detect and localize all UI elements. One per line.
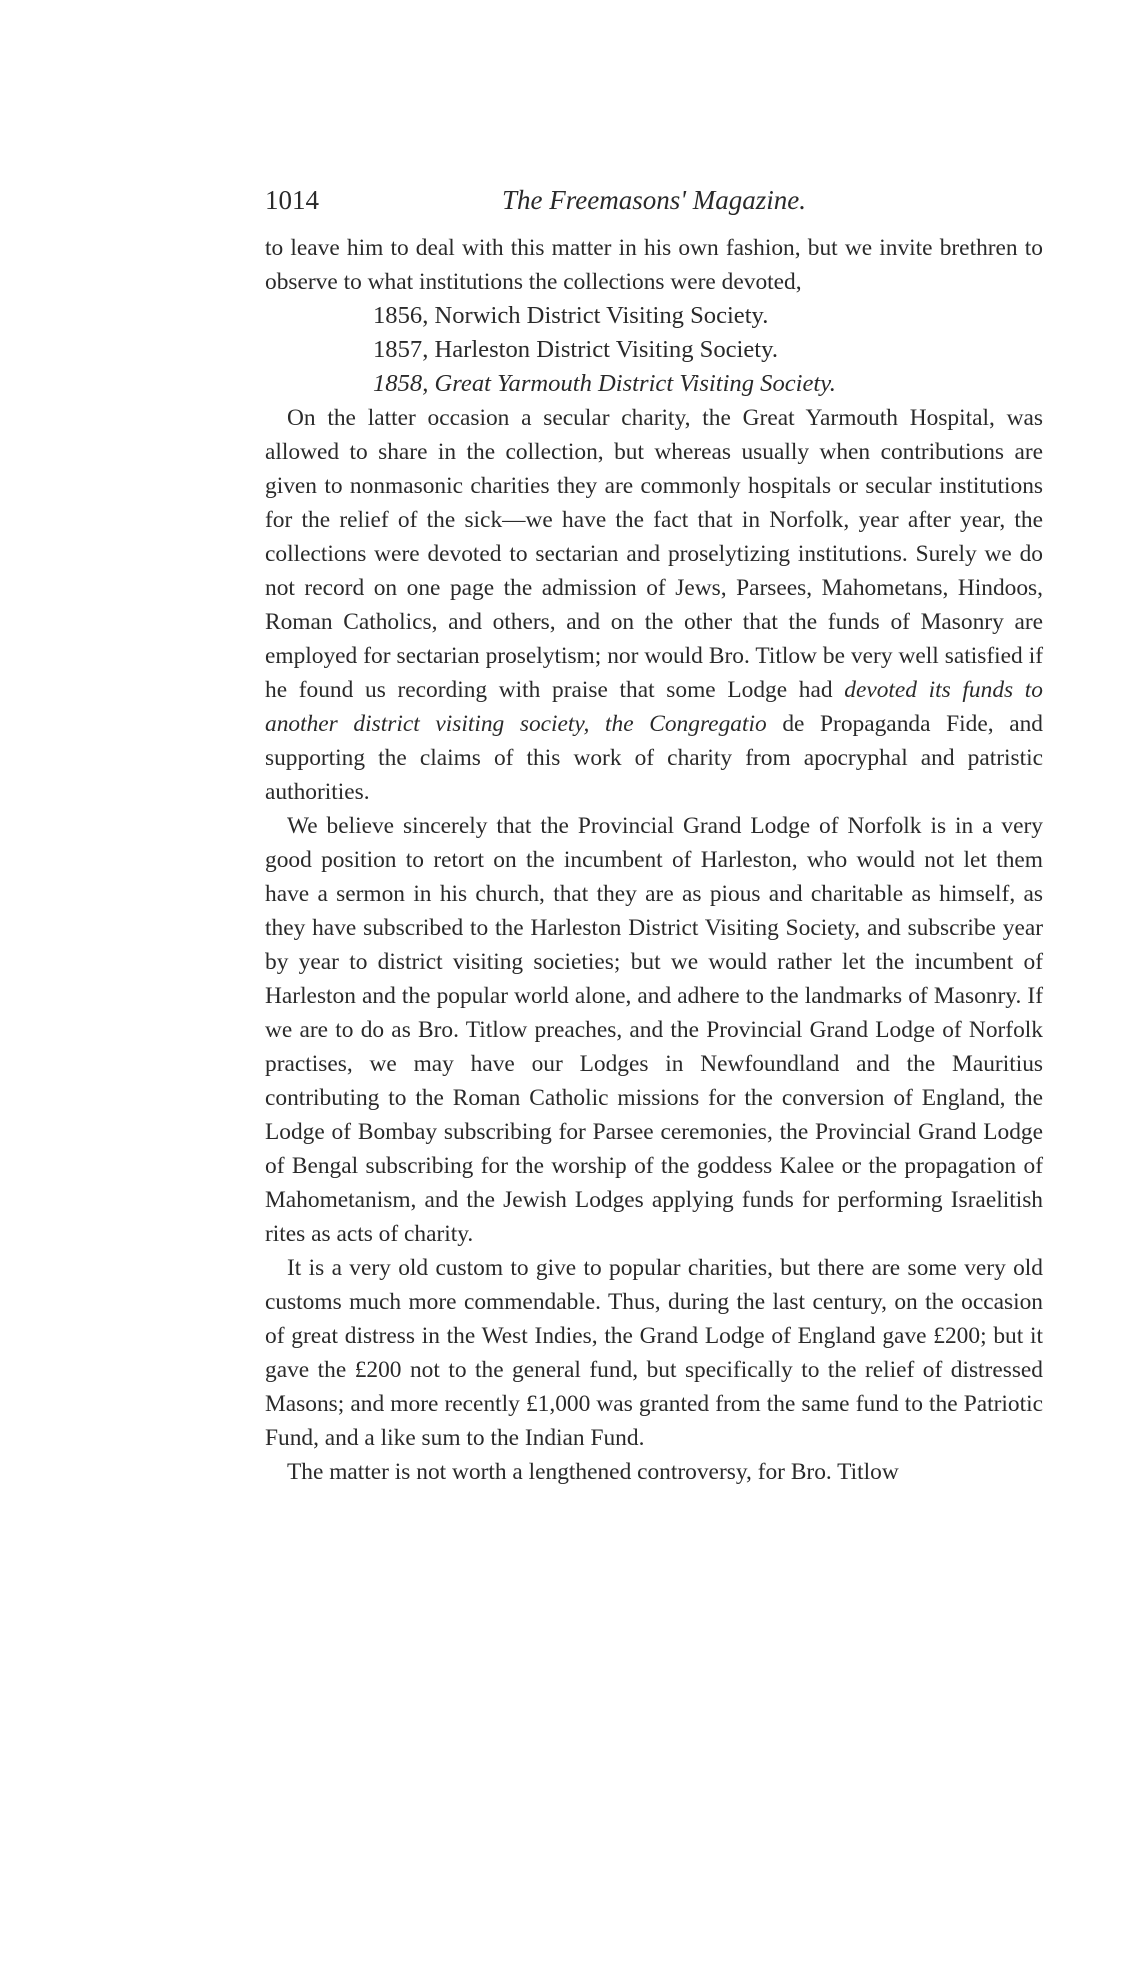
paragraph-1: to leave him to deal with this matter in his own fashion, but we invite brethren to observe to what institutions the collections were devoted,: [265, 235, 1043, 295]
list-item: 1856, Norwich District Visiting Society.: [373, 302, 769, 329]
list-item: 1857, Harleston District Visiting Society.: [373, 336, 778, 363]
paragraph-2-text: On the latter occasion a secular charity, the Great Yarmouth Hospital, was allowed to share in the collection, but whereas usually when contributions are given to nonmasonic charities they are commonly hospitals or secular institutions for the relief of the sick—we have the fact that in Norfolk, year after year, the collections were devoted to sectarian and proselytizing institutions. Surely we do not record on one page the admission of Jews, Parsees, Mahometans, Hindoos, Roman Catholics, and others, and on the other that the funds of Masonry are employed for sectarian proselytism; nor would Bro. Titlow be very well satisfied if he found us recording with praise that some Lodge had: [265, 405, 1043, 703]
paragraph-2: [265, 401, 1043, 809]
paragraph-5: The matter is not worth a lengthened controversy, for Bro. Titlow: [287, 1459, 899, 1485]
paragraph-2-italic-text: devoted its funds to another district visiting society, the Congregatio: [265, 677, 1043, 737]
paragraph-4: It is a very old custom to give to popular charities, but there are some very old customs much more commendable. Thus, during the last century, on the occasion of great distress in the West Indies, the Grand Lodge of England gave £200; but it gave the £200 not to the general fund, but specifically to the relief of distressed Masons; and more recently £1,000 was granted from the same fund to the Patriotic Fund, and a like sum to the Indian Fund.: [265, 1255, 1043, 1451]
article-body: [265, 231, 1043, 1489]
page: [265, 185, 1043, 1489]
page-number: 1014: [265, 185, 319, 215]
page-header: [265, 185, 1043, 231]
running-title: The Freemasons' Magazine.: [502, 185, 806, 215]
paragraph-2-text-end: de Propaganda Fide, and supporting the claims of this work of charity from apocryphal and patristic authorities.: [265, 711, 1043, 805]
list-item: 1858, Great Yarmouth District Visiting Society.: [373, 370, 836, 397]
collections-list: [265, 299, 1043, 401]
paragraph-3: We believe sincerely that the Provincial Grand Lodge of Norfolk is in a very good position to retort on the incumbent of Harleston, who would not let them have a sermon in his church, that they are as pious and charitable as himself, as they have subscribed to the Harleston District Visiting Society, and subscribe year by year to district visiting societies; but we would rather let the incumbent of Harleston and the popular world alone, and adhere to the landmarks of Masonry. If we are to do as Bro. Titlow preaches, and the Provincial Grand Lodge of Norfolk practises, we may have our Lodges in Newfoundland and the Mauritius contributing to the Roman Catholic missions for the conversion of England, the Lodge of Bombay subscribing for Parsee ceremonies, the Provincial Grand Lodge of Bengal subscribing for the worship of the goddess Kalee or the propagation of Mahometanism, and the Jewish Lodges applying funds for performing Israelitish rites as acts of charity.: [265, 813, 1043, 1247]
